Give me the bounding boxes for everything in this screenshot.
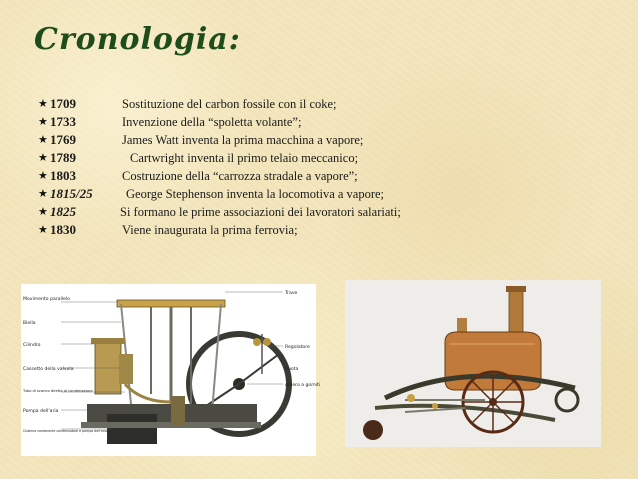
timeline-item — [38, 168, 618, 186]
timeline-item — [38, 150, 618, 168]
timeline-year: 1830 — [50, 222, 76, 237]
timeline-item — [38, 96, 618, 114]
timeline-item — [38, 222, 618, 240]
label-albero-gomiti: Albero a gomiti — [285, 383, 321, 388]
label-biella: Biella — [23, 321, 36, 326]
timeline-item — [38, 204, 618, 222]
label-ruota: Ruota — [285, 367, 299, 372]
label-regolatore: Regolatore — [285, 345, 310, 350]
bullet-star-icon: ★ — [38, 206, 48, 218]
label-cassetto-valvola: Cassetto della valvola — [23, 367, 74, 372]
timeline-year: 1709 — [50, 96, 76, 111]
timeline-text: Viene inaugurata la prima ferrovia; — [122, 223, 298, 237]
label-trave: Trave — [285, 291, 298, 296]
bullet-star-icon: ★ — [38, 224, 48, 236]
label-tubo-scarico: Tubo di scarico diretto al condensatore — [23, 389, 93, 393]
timeline-text: James Watt inventa la prima macchina a vapore; — [122, 133, 364, 147]
timeline-text: Si formano le prime associazioni dei lavoratori salariati; — [120, 205, 401, 219]
bullet-star-icon: ★ — [38, 170, 48, 182]
label-pompa-aria: Pompa dell'aria — [23, 409, 59, 414]
steam-carriage-photo — [345, 280, 601, 447]
timeline-item — [38, 132, 618, 150]
page-title: Cronologia: — [34, 22, 241, 57]
timeline-item — [38, 186, 618, 204]
bullet-star-icon: ★ — [38, 134, 48, 146]
timeline-list — [38, 96, 618, 240]
timeline-text: Invenzione della “spoletta volante”; — [122, 115, 302, 129]
label-movimento-parallelo: Movimento parallelo — [23, 297, 70, 302]
timeline-text: Costruzione della “carrozza stradale a vapore”; — [122, 169, 358, 183]
timeline-year: 1769 — [50, 132, 76, 147]
timeline-year: 1803 — [50, 168, 76, 183]
label-cilindro: Cilindro — [23, 343, 41, 348]
timeline-text: George Stephenson inventa la locomotiva a vapore; — [126, 187, 385, 201]
timeline-year: 1733 — [50, 114, 76, 129]
timeline-year: 1789 — [50, 150, 76, 165]
timeline-text: Sostituzione del carbon fossile con il coke; — [122, 97, 337, 111]
timeline-year: 1825 — [50, 204, 76, 219]
label-cisterna: Cisterna contenente condensatore e pompa dell'aria — [23, 429, 107, 433]
bullet-star-icon: ★ — [38, 152, 48, 164]
bullet-star-icon: ★ — [38, 188, 48, 200]
timeline-year: 1815/25 — [50, 186, 93, 201]
bullet-star-icon: ★ — [38, 116, 48, 128]
timeline-text: Cartwright inventa il primo telaio meccanico; — [130, 151, 359, 165]
bullet-star-icon: ★ — [38, 98, 48, 110]
watt-steam-engine-diagram — [21, 284, 321, 456]
timeline-item — [38, 114, 618, 132]
